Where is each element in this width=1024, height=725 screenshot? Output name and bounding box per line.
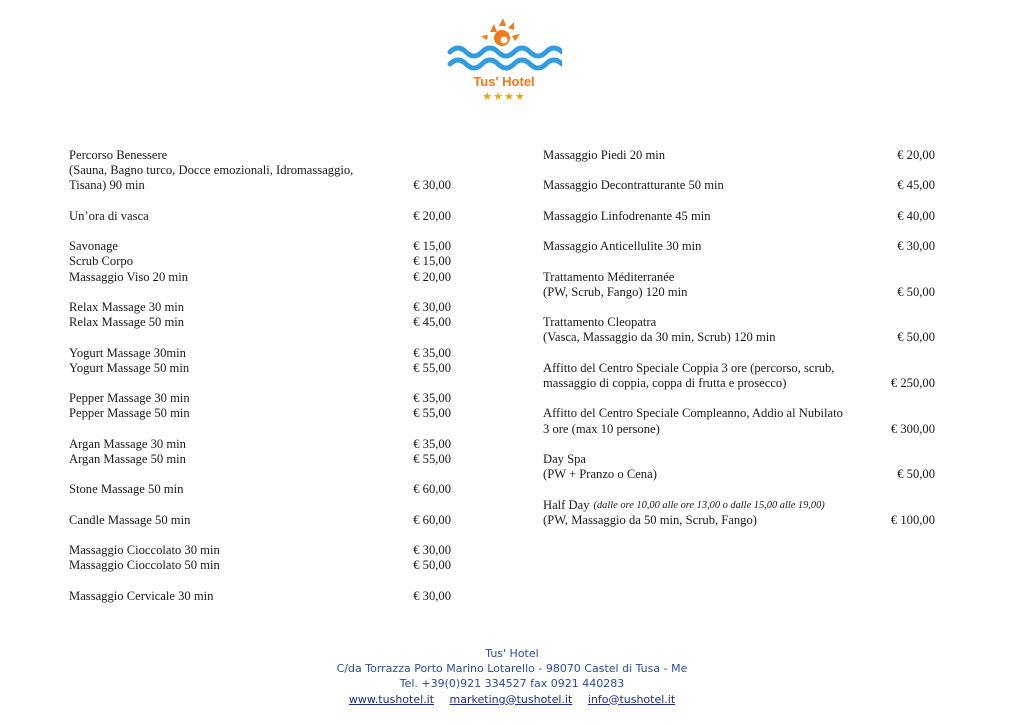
service-price: € 35,00 <box>413 391 451 406</box>
logo-stars: ★★★★ <box>482 90 526 103</box>
footer-address: C/da Torrazza Porto Marino Lotarello - 98070 Castel di Tusa - Me <box>336 662 688 676</box>
spacer <box>543 224 935 239</box>
spacer <box>543 194 935 209</box>
service-name: Pepper Massage 30 min <box>69 391 190 406</box>
price-list-right <box>543 148 935 528</box>
service-price: € 50,00 <box>413 558 451 573</box>
service-name: Trattamento Méditerranée <box>543 269 675 284</box>
price-item-line <box>543 330 935 345</box>
price-item-line <box>69 300 451 315</box>
price-item-line <box>69 178 451 193</box>
service-price: € 60,00 <box>413 512 451 527</box>
service-name: Massaggio Cioccolato 30 min <box>69 543 220 558</box>
service-name: (PW, Massaggio da 50 min, Scrub, Fango) <box>543 512 757 527</box>
service-name: Argan Massage 30 min <box>69 436 186 451</box>
service-name: (PW + Pranzo o Cena) <box>543 467 657 482</box>
service-name: Yogurt Massage 50 min <box>69 360 190 375</box>
service-name: Candle Massage 50 min <box>69 512 191 527</box>
service-price: € 15,00 <box>413 239 451 254</box>
price-item-line <box>69 346 451 361</box>
service-name: Savonage <box>69 239 118 254</box>
price-item-line <box>69 315 451 330</box>
service-price: € 20,00 <box>413 208 451 223</box>
price-item-line <box>69 513 451 528</box>
spacer <box>69 528 451 543</box>
service-price: € 40,00 <box>897 208 935 223</box>
service-price: € 50,00 <box>897 284 935 299</box>
service-price: € 30,00 <box>413 178 451 193</box>
spacer <box>69 498 451 513</box>
service-price: € 50,00 <box>897 467 935 482</box>
price-item-line <box>69 437 451 452</box>
service-name: Massaggio Decontratturante 50 min <box>543 178 724 193</box>
service-name: Un’ora di vasca <box>69 208 149 223</box>
price-item-line <box>543 178 935 193</box>
service-name: Massaggio Viso 20 min <box>69 269 189 284</box>
spacer <box>69 422 451 437</box>
price-item-line <box>69 239 451 254</box>
price-item-line <box>69 391 451 406</box>
spacer <box>543 437 935 452</box>
spacer <box>543 163 935 178</box>
service-name: massaggio di coppia, coppa di frutta e prosecco) <box>543 375 787 390</box>
service-name: Relax Massage 50 min <box>69 315 185 330</box>
service-price: € 45,00 <box>897 178 935 193</box>
service-price: € 50,00 <box>897 330 935 345</box>
price-item-line <box>543 239 935 254</box>
price-item-line <box>543 285 935 300</box>
price-item-line <box>69 558 451 573</box>
service-name: (Vasca, Massaggio da 30 min, Scrub) 120 min <box>543 330 776 345</box>
service-price: € 250,00 <box>890 375 935 390</box>
price-item-line <box>543 209 935 224</box>
service-name: Pepper Massage 50 min <box>69 406 190 421</box>
service-name: Massaggio Piedi 20 min <box>543 148 666 162</box>
spacer <box>543 346 935 361</box>
service-name: Argan Massage 50 min <box>69 451 186 466</box>
service-price: € 30,00 <box>413 299 451 314</box>
info-email-link[interactable]: info@tushotel.it <box>587 692 676 706</box>
price-item-line <box>543 376 935 391</box>
footer-phone: Tel. +39(0)921 334527 fax 0921 440283 <box>399 677 625 691</box>
website-link[interactable]: www.tushotel.it <box>348 692 435 706</box>
spacer <box>69 285 451 300</box>
price-item-line <box>543 467 935 482</box>
service-price: € 20,00 <box>897 148 935 162</box>
service-name: (Sauna, Bagno turco, Docce emozionali, Idromassaggio, <box>69 163 354 178</box>
service-price: € 35,00 <box>413 436 451 451</box>
price-item-line <box>69 482 451 497</box>
spacer <box>69 224 451 239</box>
service-name: Massaggio Cervicale 30 min <box>69 588 214 603</box>
service-name: Percorso Benessere <box>69 148 168 162</box>
service-price: € 55,00 <box>413 360 451 375</box>
price-item-line <box>69 254 451 269</box>
service-name: (PW, Scrub, Fango) 120 min <box>543 284 688 299</box>
service-name: Yogurt Massage 30min <box>69 345 186 360</box>
spacer <box>543 254 935 269</box>
price-item-line <box>69 543 451 558</box>
service-price: € 55,00 <box>413 406 451 421</box>
service-name: Stone Massage 50 min <box>69 482 184 497</box>
service-price: € 45,00 <box>413 315 451 330</box>
service-name: Scrub Corpo <box>69 254 134 269</box>
price-item-line <box>543 361 935 376</box>
price-item-line <box>543 498 935 513</box>
price-item-line <box>543 422 935 437</box>
service-price: € 300,00 <box>890 421 935 436</box>
spacer <box>69 330 451 345</box>
service-price: € 30,00 <box>897 239 935 254</box>
footer <box>0 646 1024 707</box>
price-item-line <box>69 452 451 467</box>
footer-links <box>0 692 1024 707</box>
spacer <box>69 194 451 209</box>
sun-wave-logo-icon <box>446 18 562 104</box>
marketing-email-link[interactable]: marketing@tushotel.it <box>449 692 573 706</box>
service-price: € 60,00 <box>413 482 451 497</box>
service-name: Relax Massage 30 min <box>69 299 185 314</box>
price-item-line <box>69 148 451 163</box>
price-item-line <box>69 163 451 178</box>
service-name: Massaggio Anticellulite 30 min <box>543 239 702 254</box>
price-item-line <box>543 148 935 163</box>
price-list-left <box>69 148 451 604</box>
price-item-line <box>543 452 935 467</box>
service-name: Massaggio Linfodrenante 45 min <box>543 208 711 223</box>
service-name: Affitto del Centro Speciale Compleanno, Addio al Nubilato <box>543 406 843 421</box>
service-price: € 30,00 <box>413 588 451 603</box>
hotel-logo <box>446 18 562 104</box>
service-price: € 20,00 <box>413 269 451 284</box>
spacer <box>543 482 935 497</box>
spacer <box>69 574 451 589</box>
service-name: Day Spa <box>543 451 587 466</box>
service-price: € 15,00 <box>413 254 451 269</box>
price-item-line <box>69 209 451 224</box>
service-name: Affitto del Centro Speciale Coppia 3 ore (percorso, scrub, <box>543 360 835 375</box>
price-item-line <box>69 589 451 604</box>
service-price: € 30,00 <box>413 543 451 558</box>
price-item-line <box>543 270 935 285</box>
price-item-line <box>543 315 935 330</box>
spacer <box>69 376 451 391</box>
service-name: 3 ore (max 10 persone) <box>543 421 660 436</box>
price-item-line <box>69 406 451 421</box>
footer-hotel-name: Tus' Hotel <box>485 647 539 660</box>
price-item-line <box>69 361 451 376</box>
service-name: Half Day <box>543 497 590 512</box>
price-item-line <box>69 270 451 285</box>
service-name: Tisana) 90 min <box>69 178 145 193</box>
spacer <box>543 391 935 406</box>
service-name: Trattamento Cleopatra <box>543 315 657 330</box>
price-item-line <box>543 513 935 528</box>
service-note: (dalle ore 10,00 alle ore 13,00 o dalle 15,00 alle 19,00) <box>593 499 825 511</box>
service-price: € 35,00 <box>413 345 451 360</box>
price-item-line <box>543 406 935 421</box>
service-name: Massaggio Cioccolato 50 min <box>69 558 220 573</box>
spacer <box>69 467 451 482</box>
service-price: € 100,00 <box>890 512 935 527</box>
logo-name: Tus' Hotel <box>473 74 535 89</box>
service-price: € 55,00 <box>413 451 451 466</box>
spacer <box>543 300 935 315</box>
